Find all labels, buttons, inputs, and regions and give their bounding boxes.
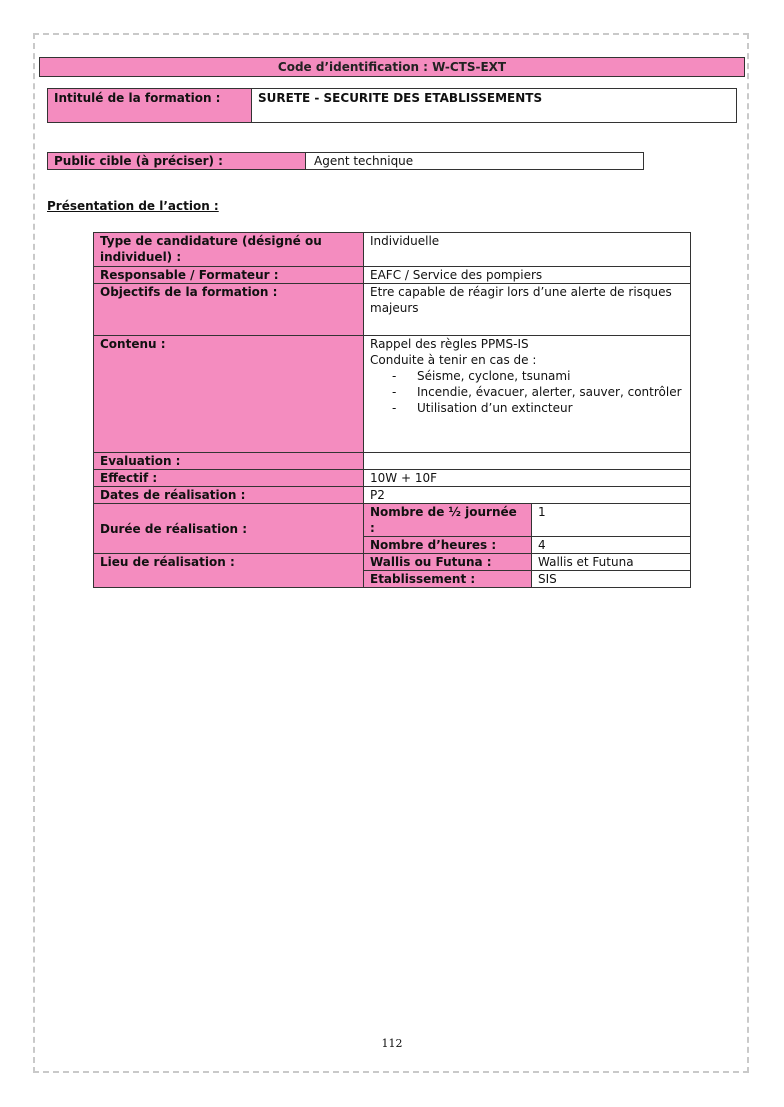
establishment-value: SIS	[532, 571, 691, 588]
table-row	[94, 233, 691, 267]
content-list	[370, 368, 684, 416]
half-days-value: 1	[532, 504, 691, 537]
responsible-label: Responsable / Formateur :	[94, 267, 364, 284]
responsible-value: EAFC / Service des pompiers	[364, 267, 691, 284]
table-row	[94, 284, 691, 336]
training-title-value: SURETE - SECURITE DES ETABLISSEMENTS	[258, 91, 543, 105]
list-item: - Utilisation d’un extincteur	[392, 400, 684, 416]
candidature-type-label: Type de candidature (désigné ou individuel) :	[94, 233, 364, 267]
table-row	[94, 267, 691, 284]
dates-value: P2	[364, 487, 691, 504]
list-item: - Séisme, cyclone, tsunami	[392, 368, 684, 384]
training-title-box	[47, 88, 737, 123]
target-audience-value: Agent technique	[314, 154, 414, 168]
training-title-label: Intitulé de la formation :	[48, 89, 252, 122]
content-line: Conduite à tenir en cas de :	[370, 353, 537, 367]
headcount-label: Effectif :	[94, 470, 364, 487]
dates-label: Dates de réalisation :	[94, 487, 364, 504]
hours-value: 4	[532, 537, 691, 554]
table-row	[94, 487, 691, 504]
target-audience-label: Public cible (à préciser) :	[48, 153, 306, 169]
table-row	[94, 504, 691, 537]
duration-label: Durée de réalisation :	[94, 504, 364, 554]
identification-code-bar	[39, 57, 745, 77]
presentation-heading: Présentation de l’action :	[47, 199, 219, 213]
evaluation-value	[364, 453, 691, 470]
headcount-value: 10W + 10F	[364, 470, 691, 487]
table-row	[94, 336, 691, 453]
half-days-label: Nombre de ½ journée :	[364, 504, 532, 537]
objectives-value: Etre capable de réagir lors d’une alerte de risques majeurs	[364, 284, 691, 336]
hours-label: Nombre d’heures :	[364, 537, 532, 554]
candidature-type-value: Individuelle	[364, 233, 691, 267]
list-item: - Incendie, évacuer, alerter, sauver, contrôler	[392, 384, 684, 400]
establishment-label: Etablissement :	[364, 571, 532, 588]
page-number: 112	[381, 1037, 403, 1050]
target-audience-box	[47, 152, 644, 170]
code-label: Code d’identification :	[277, 60, 433, 74]
content-line: Rappel des règles PPMS-IS	[370, 337, 529, 351]
location-label: Lieu de réalisation :	[94, 554, 364, 588]
table-row	[94, 554, 691, 571]
wallis-futuna-value: Wallis et Futuna	[532, 554, 691, 571]
content-label: Contenu :	[94, 336, 364, 453]
action-details-table	[93, 232, 691, 588]
code-value: W-CTS-EXT	[432, 60, 507, 74]
wallis-futuna-label: Wallis ou Futuna :	[364, 554, 532, 571]
objectives-label: Objectifs de la formation :	[94, 284, 364, 336]
table-row	[94, 470, 691, 487]
evaluation-label: Evaluation :	[94, 453, 364, 470]
table-row	[94, 453, 691, 470]
content-value	[364, 336, 691, 453]
